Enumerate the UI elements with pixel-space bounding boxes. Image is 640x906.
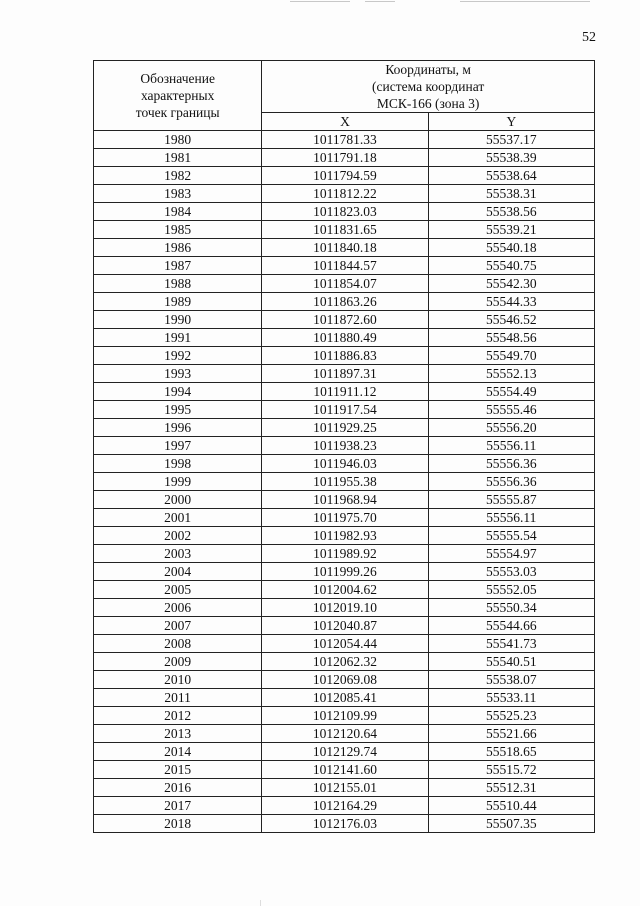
- x-coordinate-cell: 1012062.32: [262, 653, 428, 671]
- point-id-cell: 2008: [94, 635, 262, 653]
- point-id-cell: 2018: [94, 815, 262, 833]
- table-row: [94, 671, 595, 689]
- point-id-cell: 1992: [94, 347, 262, 365]
- y-coordinate-cell: 55537.17: [428, 131, 594, 149]
- y-coordinate-cell: 55554.97: [428, 545, 594, 563]
- header-point-name-line: характерных: [140, 88, 215, 103]
- y-coordinate-cell: 55538.56: [428, 203, 594, 221]
- table-row: [94, 149, 595, 167]
- x-coordinate-cell: 1011886.83: [262, 347, 428, 365]
- point-id-cell: 1999: [94, 473, 262, 491]
- y-coordinate-cell: 55552.13: [428, 365, 594, 383]
- table-row: [94, 725, 595, 743]
- header-x: X: [262, 113, 428, 131]
- y-coordinate-cell: 55521.66: [428, 725, 594, 743]
- point-id-cell: 2005: [94, 581, 262, 599]
- x-coordinate-cell: 1011840.18: [262, 239, 428, 257]
- table-row: [94, 473, 595, 491]
- table-row: [94, 689, 595, 707]
- x-coordinate-cell: 1012054.44: [262, 635, 428, 653]
- table-row: [94, 779, 595, 797]
- table-row: [94, 311, 595, 329]
- header-coordinates: [262, 61, 595, 113]
- x-coordinate-cell: 1011911.12: [262, 383, 428, 401]
- y-coordinate-cell: 55542.30: [428, 275, 594, 293]
- y-coordinate-cell: 55544.66: [428, 617, 594, 635]
- y-coordinate-cell: 55540.18: [428, 239, 594, 257]
- point-id-cell: 2012: [94, 707, 262, 725]
- y-coordinate-cell: 55538.31: [428, 185, 594, 203]
- table-row: [94, 635, 595, 653]
- x-coordinate-cell: 1011880.49: [262, 329, 428, 347]
- x-coordinate-cell: 1011863.26: [262, 293, 428, 311]
- table-row: [94, 131, 595, 149]
- x-coordinate-cell: 1011946.03: [262, 455, 428, 473]
- y-coordinate-cell: 55548.56: [428, 329, 594, 347]
- y-coordinate-cell: 55512.31: [428, 779, 594, 797]
- table-row: [94, 221, 595, 239]
- point-id-cell: 1995: [94, 401, 262, 419]
- point-id-cell: 1997: [94, 437, 262, 455]
- y-coordinate-cell: 55556.36: [428, 473, 594, 491]
- header-coordinates-line: (система координат: [372, 79, 485, 94]
- x-coordinate-cell: 1012109.99: [262, 707, 428, 725]
- point-id-cell: 1986: [94, 239, 262, 257]
- point-id-cell: 1998: [94, 455, 262, 473]
- x-coordinate-cell: 1011872.60: [262, 311, 428, 329]
- header-point-name: [94, 61, 262, 131]
- header-coordinates-line: Координаты, м: [385, 62, 471, 77]
- table-row: [94, 653, 595, 671]
- point-id-cell: 1990: [94, 311, 262, 329]
- table-row: [94, 275, 595, 293]
- y-coordinate-cell: 55555.54: [428, 527, 594, 545]
- x-coordinate-cell: 1011938.23: [262, 437, 428, 455]
- y-coordinate-cell: 55539.21: [428, 221, 594, 239]
- x-coordinate-cell: 1012040.87: [262, 617, 428, 635]
- point-id-cell: 1991: [94, 329, 262, 347]
- point-id-cell: 2007: [94, 617, 262, 635]
- y-coordinate-cell: 55538.64: [428, 167, 594, 185]
- y-coordinate-cell: 55553.03: [428, 563, 594, 581]
- x-coordinate-cell: 1011781.33: [262, 131, 428, 149]
- point-id-cell: 1984: [94, 203, 262, 221]
- table-row: [94, 797, 595, 815]
- point-id-cell: 1988: [94, 275, 262, 293]
- y-coordinate-cell: 55533.11: [428, 689, 594, 707]
- y-coordinate-cell: 55555.87: [428, 491, 594, 509]
- table-row: [94, 419, 595, 437]
- table-row: [94, 293, 595, 311]
- header-point-name-line: Обозначение: [140, 71, 215, 86]
- scan-edge-mark: [260, 900, 261, 906]
- y-coordinate-cell: 55515.72: [428, 761, 594, 779]
- y-coordinate-cell: 55540.75: [428, 257, 594, 275]
- table-row: [94, 491, 595, 509]
- table-row: [94, 257, 595, 275]
- x-coordinate-cell: 1012141.60: [262, 761, 428, 779]
- point-id-cell: 2011: [94, 689, 262, 707]
- page-number: 52: [582, 30, 596, 45]
- table-row: [94, 707, 595, 725]
- table-row: [94, 401, 595, 419]
- header-y: Y: [428, 113, 594, 131]
- point-id-cell: 2015: [94, 761, 262, 779]
- table-row: [94, 185, 595, 203]
- x-coordinate-cell: 1011929.25: [262, 419, 428, 437]
- point-id-cell: 2017: [94, 797, 262, 815]
- y-coordinate-cell: 55550.34: [428, 599, 594, 617]
- y-coordinate-cell: 55507.35: [428, 815, 594, 833]
- point-id-cell: 1983: [94, 185, 262, 203]
- table-row: [94, 203, 595, 221]
- table-row: [94, 455, 595, 473]
- y-coordinate-cell: 55510.44: [428, 797, 594, 815]
- point-id-cell: 1987: [94, 257, 262, 275]
- point-id-cell: 1985: [94, 221, 262, 239]
- table-row: [94, 509, 595, 527]
- table-row: [94, 437, 595, 455]
- x-coordinate-cell: 1012176.03: [262, 815, 428, 833]
- y-coordinate-cell: 55556.20: [428, 419, 594, 437]
- point-id-cell: 2006: [94, 599, 262, 617]
- table-row: [94, 365, 595, 383]
- x-coordinate-cell: 1012085.41: [262, 689, 428, 707]
- y-coordinate-cell: 55555.46: [428, 401, 594, 419]
- x-coordinate-cell: 1011999.26: [262, 563, 428, 581]
- x-coordinate-cell: 1011955.38: [262, 473, 428, 491]
- table-row: [94, 761, 595, 779]
- y-coordinate-cell: 55554.49: [428, 383, 594, 401]
- x-coordinate-cell: 1011917.54: [262, 401, 428, 419]
- table-row: [94, 563, 595, 581]
- x-coordinate-cell: 1011975.70: [262, 509, 428, 527]
- x-coordinate-cell: 1011812.22: [262, 185, 428, 203]
- point-id-cell: 2009: [94, 653, 262, 671]
- scan-top-marks: [290, 0, 590, 4]
- point-id-cell: 2010: [94, 671, 262, 689]
- point-id-cell: 1980: [94, 131, 262, 149]
- point-id-cell: 2001: [94, 509, 262, 527]
- x-coordinate-cell: 1012004.62: [262, 581, 428, 599]
- header-coordinates-line: МСК-166 (зона 3): [376, 96, 480, 111]
- point-id-cell: 1996: [94, 419, 262, 437]
- header-point-name-line: точек границы: [135, 105, 220, 120]
- x-coordinate-cell: 1011854.07: [262, 275, 428, 293]
- x-coordinate-cell: 1011794.59: [262, 167, 428, 185]
- point-id-cell: 2014: [94, 743, 262, 761]
- x-coordinate-cell: 1011823.03: [262, 203, 428, 221]
- y-coordinate-cell: 55525.23: [428, 707, 594, 725]
- table-row: [94, 599, 595, 617]
- point-id-cell: 1981: [94, 149, 262, 167]
- table-row: [94, 545, 595, 563]
- y-coordinate-cell: 55552.05: [428, 581, 594, 599]
- x-coordinate-cell: 1012129.74: [262, 743, 428, 761]
- y-coordinate-cell: 55556.36: [428, 455, 594, 473]
- y-coordinate-cell: 55556.11: [428, 509, 594, 527]
- point-id-cell: 1989: [94, 293, 262, 311]
- y-coordinate-cell: 55541.73: [428, 635, 594, 653]
- table-row: [94, 617, 595, 635]
- point-id-cell: 2013: [94, 725, 262, 743]
- x-coordinate-cell: 1012069.08: [262, 671, 428, 689]
- y-coordinate-cell: 55556.11: [428, 437, 594, 455]
- x-coordinate-cell: 1011844.57: [262, 257, 428, 275]
- x-coordinate-cell: 1012164.29: [262, 797, 428, 815]
- x-coordinate-cell: 1011791.18: [262, 149, 428, 167]
- table-row: [94, 239, 595, 257]
- x-coordinate-cell: 1011897.31: [262, 365, 428, 383]
- x-coordinate-cell: 1012155.01: [262, 779, 428, 797]
- x-coordinate-cell: 1011989.92: [262, 545, 428, 563]
- point-id-cell: 2000: [94, 491, 262, 509]
- table-row: [94, 527, 595, 545]
- table-row: [94, 329, 595, 347]
- y-coordinate-cell: 55544.33: [428, 293, 594, 311]
- coordinates-table: [93, 60, 595, 833]
- y-coordinate-cell: 55538.07: [428, 671, 594, 689]
- table-row: [94, 743, 595, 761]
- point-id-cell: 1982: [94, 167, 262, 185]
- point-id-cell: 2003: [94, 545, 262, 563]
- point-id-cell: 1993: [94, 365, 262, 383]
- point-id-cell: 2016: [94, 779, 262, 797]
- x-coordinate-cell: 1011982.93: [262, 527, 428, 545]
- y-coordinate-cell: 55549.70: [428, 347, 594, 365]
- y-coordinate-cell: 55546.52: [428, 311, 594, 329]
- table-row: [94, 383, 595, 401]
- y-coordinate-cell: 55540.51: [428, 653, 594, 671]
- table-row: [94, 167, 595, 185]
- table-row: [94, 347, 595, 365]
- table-row: [94, 815, 595, 833]
- y-coordinate-cell: 55538.39: [428, 149, 594, 167]
- point-id-cell: 2004: [94, 563, 262, 581]
- point-id-cell: 2002: [94, 527, 262, 545]
- x-coordinate-cell: 1012019.10: [262, 599, 428, 617]
- y-coordinate-cell: 55518.65: [428, 743, 594, 761]
- table-row: [94, 581, 595, 599]
- x-coordinate-cell: 1011968.94: [262, 491, 428, 509]
- x-coordinate-cell: 1012120.64: [262, 725, 428, 743]
- point-id-cell: 1994: [94, 383, 262, 401]
- x-coordinate-cell: 1011831.65: [262, 221, 428, 239]
